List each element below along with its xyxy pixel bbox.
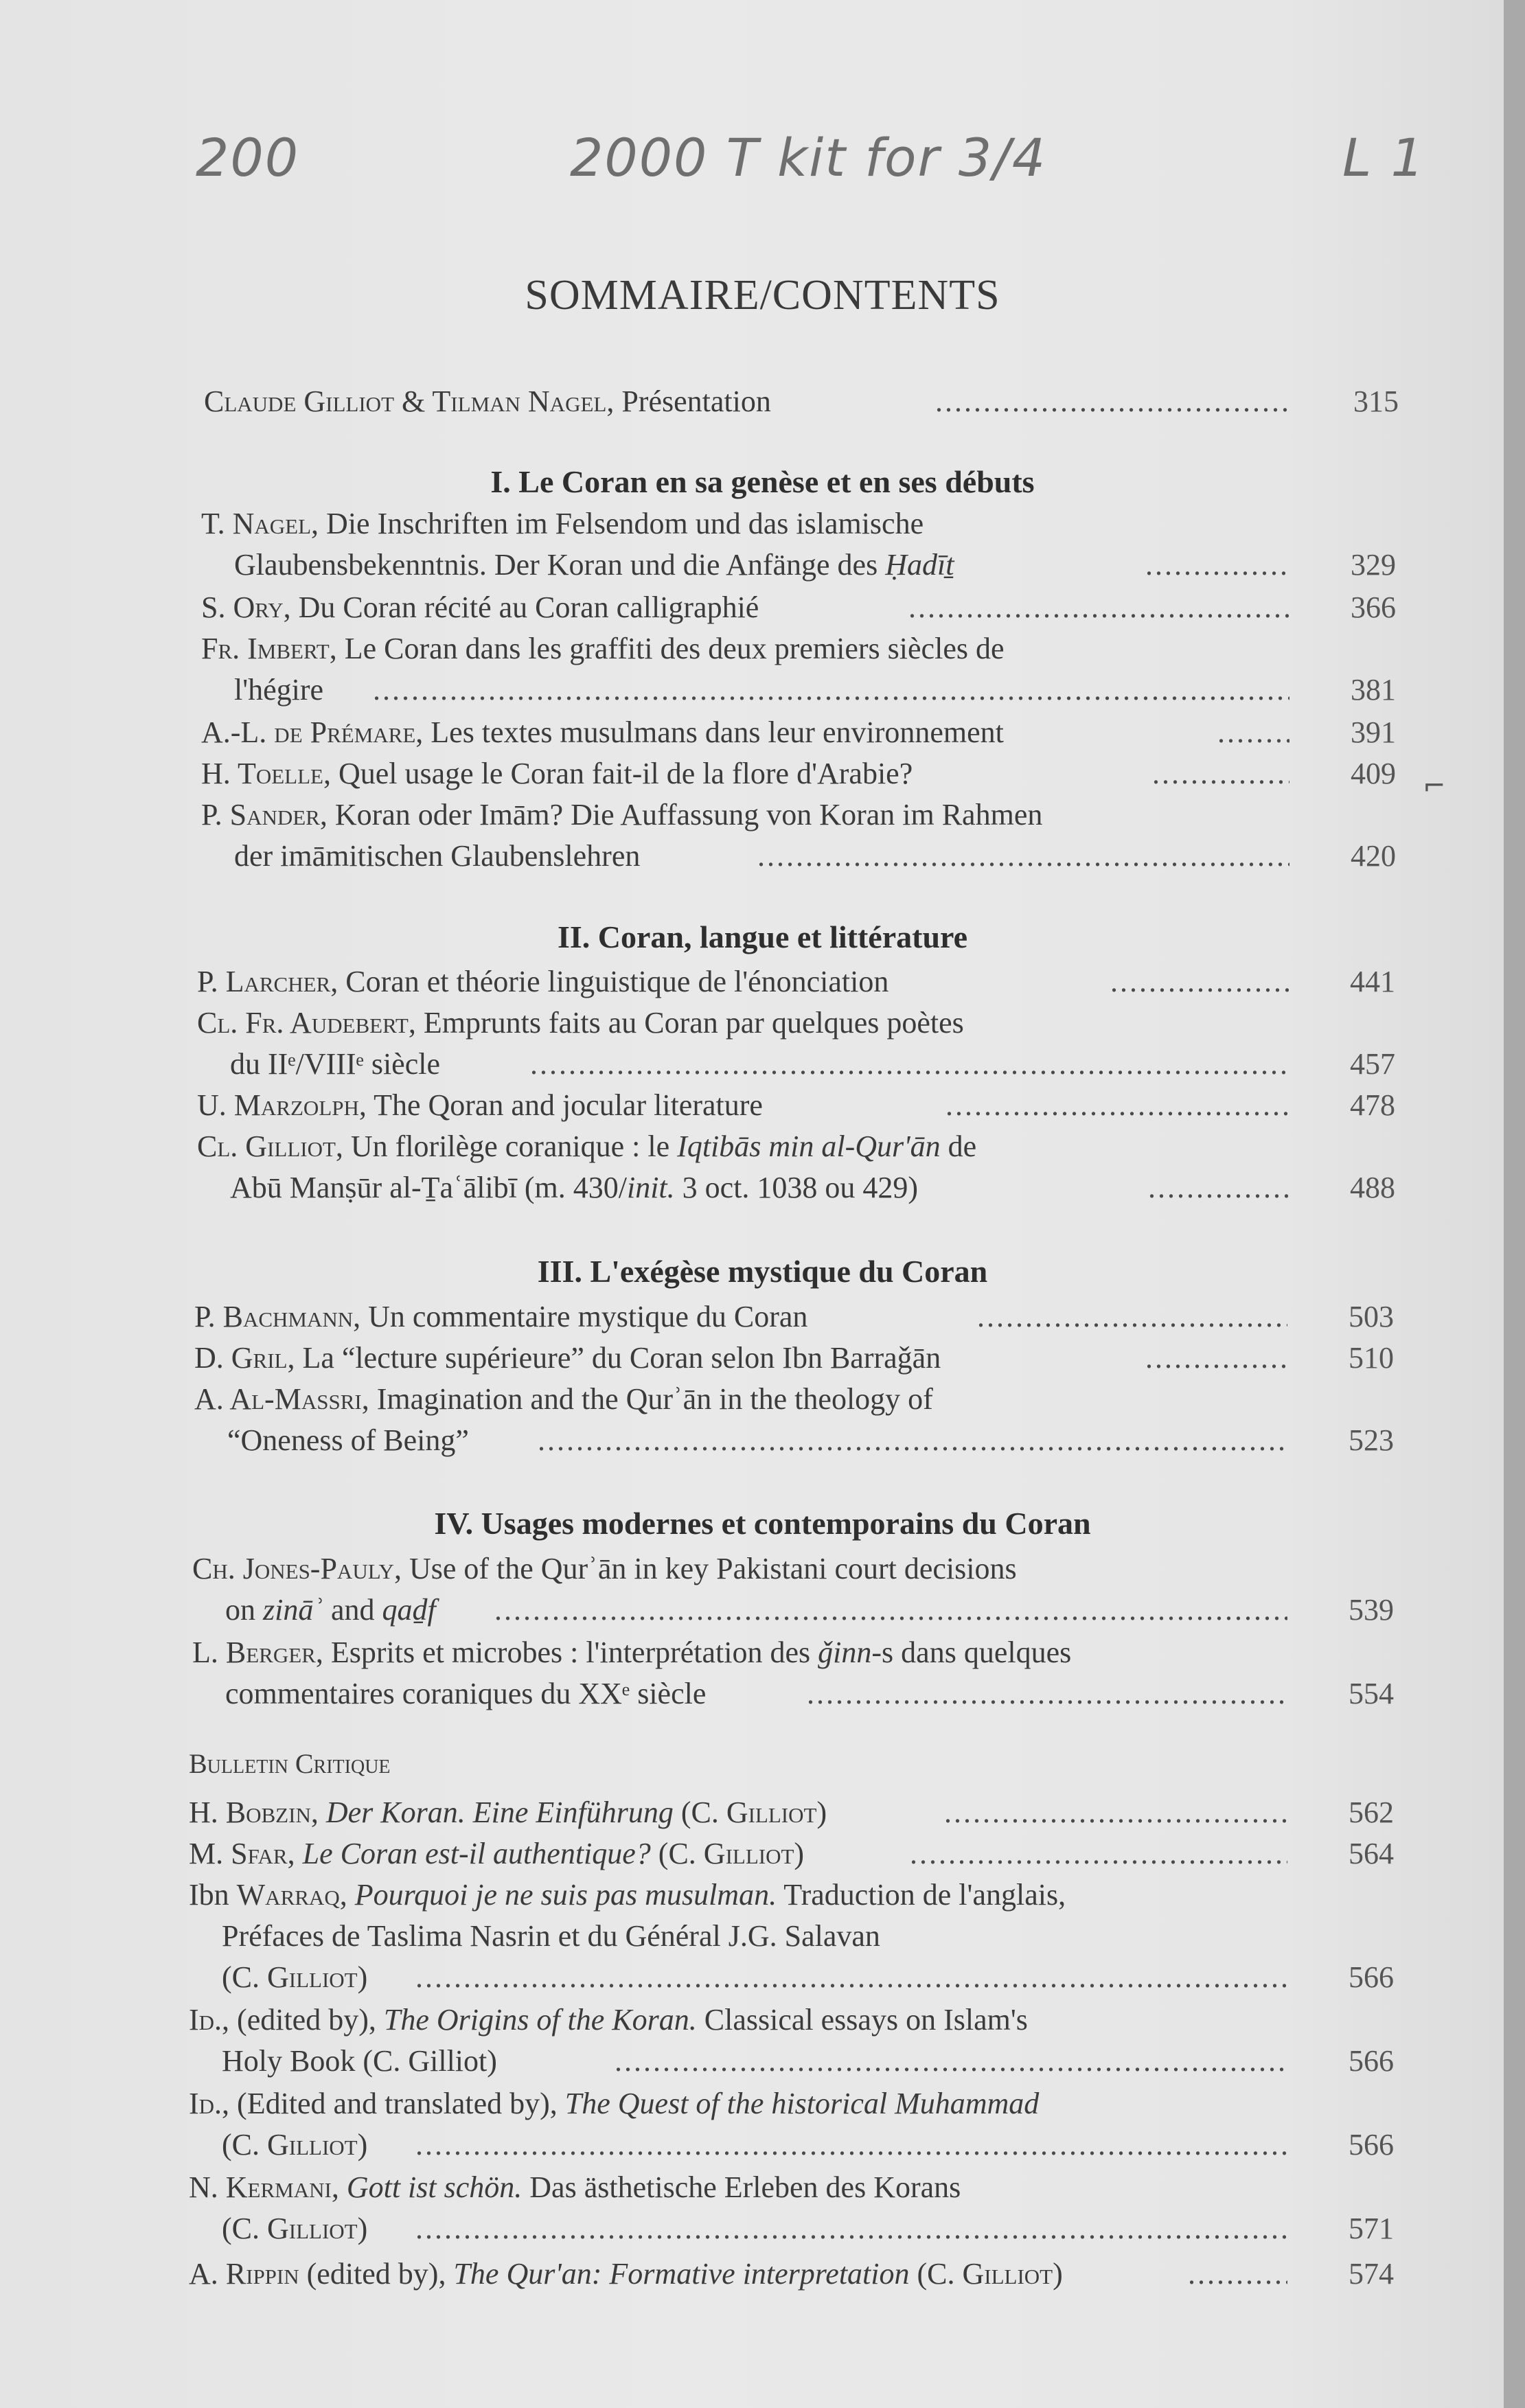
page-title: SOMMAIRE/CONTENTS bbox=[525, 272, 1000, 319]
entry-title: , Le Coran dans les graffiti des deux premiers siècles de bbox=[329, 632, 1005, 665]
entry-title: (edited by), bbox=[299, 2257, 454, 2291]
dot-leader bbox=[1145, 1338, 1287, 1379]
review-entry: Ibn Warraq, Pourquoi je ne suis pas musulman. Traduction de l'anglais, Préfaces de Taslima Nasrin et du Général J.G. Salavan (C. Gilliot) ..... 566 bbox=[189, 1874, 1394, 1998]
entry-title: , The Qoran and jocular literature bbox=[358, 1088, 763, 1122]
page-number: 329 bbox=[1351, 548, 1396, 582]
page-edge bbox=[1504, 0, 1525, 2408]
entry-title-cont: der imāmitischen Glaubenslehren bbox=[234, 839, 641, 873]
page-number: 391 bbox=[1351, 715, 1396, 749]
entry-title-italic: The Origins of the Koran. bbox=[383, 2003, 697, 2037]
entry-author: M. Sfar bbox=[189, 1837, 288, 1870]
entry-author: D. Gril bbox=[194, 1341, 288, 1375]
entry-title-cont: Abū Manṣūr al-Ṯaʿālibī (m. 430/ bbox=[230, 1171, 627, 1204]
dot-leader bbox=[1110, 961, 1289, 1002]
entry-author: A. Rippin bbox=[189, 2257, 299, 2291]
page-number: 562 bbox=[1349, 1796, 1394, 1829]
page-number: 315 bbox=[1353, 385, 1399, 418]
entry-title-italic: Le Coran est-il authentique? bbox=[302, 1837, 651, 1870]
dot-leader bbox=[910, 1833, 1287, 1874]
entry-author: A.-L. de Prémare bbox=[201, 715, 416, 749]
page-number: 523 bbox=[1349, 1423, 1394, 1457]
entry-title-cont: Holy Book (C. Gilliot) bbox=[222, 2044, 497, 2078]
entry-title-cont: commentaires coraniques du XXᵉ siècle bbox=[225, 1677, 707, 1710]
dot-leader bbox=[908, 587, 1289, 628]
entry-title-cont: “Oneness of Being” bbox=[227, 1423, 469, 1457]
dot-leader bbox=[494, 1590, 1287, 1631]
toc-entry bbox=[194, 1338, 1394, 1379]
toc-entry bbox=[197, 1126, 1395, 1208]
handwritten-note-left: 200 bbox=[196, 127, 300, 188]
entry-author: P. Sander bbox=[201, 798, 320, 832]
toc-entry bbox=[201, 712, 1396, 753]
entry-title: de bbox=[940, 1130, 977, 1163]
toc-entry bbox=[197, 961, 1395, 1002]
entry-title: , Coran et théorie linguistique de l'énonciation bbox=[330, 965, 889, 998]
dot-leader bbox=[935, 381, 1292, 422]
dot-leader bbox=[757, 836, 1289, 877]
toc-entry bbox=[201, 753, 1396, 794]
entry-title: , Les textes musulmans dans leur environnement bbox=[415, 715, 1004, 749]
entry-author: A. Al-Massri bbox=[194, 1382, 362, 1416]
toc-entry bbox=[201, 794, 1396, 877]
entry-author: U. Marzolph bbox=[197, 1088, 359, 1122]
review-entry: H. Bobzin, Der Koran. Eine Einführung (C. Gilliot) ..... 562 bbox=[189, 1792, 1394, 1833]
dot-leader bbox=[1148, 1167, 1289, 1208]
review-entry: N. Kermani, Gott ist schön. Das ästhetische Erleben des Korans (C. Gilliot) ..... 571 bbox=[189, 2167, 1394, 2249]
dot-leader bbox=[945, 1085, 1289, 1126]
entry-title-italic: The Qur'an: Formative interpretation bbox=[453, 2257, 910, 2291]
entry-reviewer: (C. Gilliot) bbox=[222, 1960, 368, 1994]
page-number: 409 bbox=[1351, 757, 1396, 790]
page-number: 539 bbox=[1349, 1593, 1394, 1627]
page-number: 381 bbox=[1351, 673, 1396, 707]
entry-reviewer: (C. Gilliot) bbox=[222, 2212, 368, 2245]
entry-title-cont: Glaubensbekenntnis. Der Koran und die Anfänge des bbox=[234, 548, 886, 582]
page-number: 488 bbox=[1350, 1171, 1395, 1204]
entry-title-cont: on bbox=[225, 1593, 263, 1627]
entry-author: P. Bachmann bbox=[194, 1300, 354, 1333]
entry-author: Warraq bbox=[236, 1878, 340, 1912]
entry-author: Id. bbox=[189, 2003, 222, 2037]
entry-author: N. Kermani bbox=[189, 2170, 332, 2204]
dot-leader bbox=[1145, 544, 1289, 586]
entry-reviewer: (C. Gilliot) bbox=[222, 2128, 368, 2162]
page-number: 566 bbox=[1349, 1960, 1394, 1994]
toc-entry bbox=[201, 503, 1396, 586]
entry-title: , Esprits et microbes : l'interprétation des bbox=[315, 1636, 818, 1669]
section-heading-2: II. Coran, langue et littérature bbox=[557, 919, 968, 954]
entry-author: T. Nagel bbox=[201, 507, 312, 540]
review-entry bbox=[189, 2083, 1394, 2166]
entry-title-italic: Ḥadīṯ bbox=[885, 548, 954, 582]
toc-entry bbox=[192, 1548, 1394, 1631]
entry-title: , Imagination and the Qurʾān in the theology of bbox=[361, 1382, 933, 1416]
entry-title: , Un commentaire mystique du Coran bbox=[353, 1300, 808, 1333]
entry-title-cont: l'hégire bbox=[234, 673, 324, 707]
dot-leader bbox=[530, 1044, 1289, 1085]
section-heading-4: IV. Usages modernes et contemporains du Coran bbox=[434, 1506, 1091, 1541]
entry-title: , Un florilège coranique : le bbox=[335, 1130, 678, 1163]
entry-title-cont: and bbox=[323, 1593, 382, 1627]
entry-reviewer: (C. Gilliot) bbox=[650, 1837, 805, 1870]
entry-reviewer: (C. Gilliot) bbox=[909, 2257, 1063, 2291]
section-heading-3: III. L'exégèse mystique du Coran bbox=[537, 1254, 988, 1289]
handwritten-note-right: L 1 bbox=[1342, 127, 1425, 188]
dot-leader bbox=[415, 2124, 1287, 2166]
entry-title: , Du Coran récité au Coran calligraphié bbox=[283, 590, 759, 624]
toc-entry bbox=[194, 1379, 1394, 1461]
dot-leader bbox=[538, 1420, 1287, 1461]
entry-title-italic: ǧinn bbox=[818, 1636, 872, 1669]
entry-title: , Présentation bbox=[606, 385, 771, 418]
page-number: 478 bbox=[1350, 1088, 1395, 1122]
page-number: 574 bbox=[1349, 2257, 1394, 2291]
toc-entry bbox=[197, 1085, 1395, 1126]
toc-entry bbox=[192, 1632, 1394, 1715]
entry-title-italic: The Quest of the historical Muhammad bbox=[564, 2087, 1040, 2120]
toc-entry bbox=[197, 1002, 1395, 1085]
page-number: 457 bbox=[1350, 1047, 1395, 1081]
dot-leader bbox=[615, 2041, 1287, 2082]
dot-leader bbox=[977, 1296, 1287, 1338]
entry-title: , Emprunts faits au Coran par quelques poètes bbox=[408, 1006, 964, 1040]
dot-leader bbox=[944, 1792, 1287, 1833]
entry-title: Classical essays on Islam's bbox=[696, 2003, 1028, 2037]
entry-author: S. Ory bbox=[201, 590, 284, 624]
bulletin-heading: Bulletin Critique bbox=[189, 1748, 391, 1779]
entry-title-italic: Gott ist schön. bbox=[346, 2170, 523, 2204]
entry-title: Traduction de l'anglais, bbox=[777, 1878, 1066, 1912]
page-number: 566 bbox=[1349, 2044, 1394, 2078]
toc-entry bbox=[201, 587, 1396, 628]
entry-author: Cl. Fr. Audebert bbox=[197, 1006, 409, 1040]
dot-leader bbox=[1217, 712, 1289, 753]
page-number: 564 bbox=[1349, 1837, 1394, 1870]
handwritten-note-center: 2000 T kit for 3/4 bbox=[570, 127, 1047, 188]
entry-title-cont: 3 oct. 1038 ou 429) bbox=[674, 1171, 919, 1204]
page-number: 503 bbox=[1349, 1300, 1394, 1333]
entry-title-italic: zināʾ bbox=[263, 1593, 323, 1627]
entry-author: Fr. Imbert bbox=[201, 632, 330, 665]
page-number: 420 bbox=[1351, 839, 1396, 873]
entry-title: , Koran oder Imām? Die Auffassung von Koran im Rahmen bbox=[319, 798, 1043, 832]
entry-title: , Quel usage le Coran fait-il de la flore d'Arabie? bbox=[323, 757, 913, 790]
page-number: 366 bbox=[1351, 590, 1396, 624]
dot-leader bbox=[373, 669, 1289, 711]
entry-author: Claude Gilliot & Tilman Nagel bbox=[204, 385, 607, 418]
toc-entry-intro bbox=[204, 381, 1399, 422]
entry-title-italic: init. bbox=[626, 1171, 675, 1204]
dot-leader bbox=[415, 1957, 1287, 1998]
toc-entry bbox=[194, 1296, 1394, 1338]
entry-title-italic: Pourquoi je ne suis pas musulman. bbox=[354, 1878, 777, 1912]
entry-title-italic: Der Koran. Eine Einführung bbox=[325, 1796, 674, 1829]
entry-reviewer: (C. Gilliot) bbox=[673, 1796, 827, 1829]
entry-author: H. Bobzin bbox=[189, 1796, 311, 1829]
section-heading-1: I. Le Coran en sa genèse et en ses débuts bbox=[490, 464, 1035, 499]
page-number: 571 bbox=[1349, 2212, 1394, 2245]
entry-author: Ch. Jones-Pauly bbox=[192, 1552, 394, 1585]
dot-leader bbox=[1152, 753, 1289, 794]
entry-title: , (edited by), bbox=[222, 2003, 384, 2037]
entry-title-italic: Iqtibās min al-Qur'ān bbox=[677, 1130, 941, 1163]
entry-author: L. Berger bbox=[192, 1636, 316, 1669]
page-number: 566 bbox=[1349, 2128, 1394, 2162]
entry-title-italic: qaḏf bbox=[382, 1593, 436, 1627]
entry-title: Das ästhetische Erleben des Korans bbox=[522, 2170, 961, 2204]
dot-leader bbox=[807, 1673, 1287, 1715]
entry-title: , Use of the Qurʾān in key Pakistani court decisions bbox=[393, 1552, 1017, 1585]
review-entry bbox=[189, 2254, 1394, 2295]
review-entry bbox=[189, 1999, 1394, 2082]
page-number: 441 bbox=[1350, 965, 1395, 998]
entry-title-cont: du IIᵉ/VIIIᵉ siècle bbox=[230, 1047, 440, 1081]
entry-author: Id. bbox=[189, 2087, 222, 2120]
entry-author: H. Toelle bbox=[201, 757, 323, 790]
review-entry: M. Sfar, Le Coran est-il authentique? (C. Gilliot) ..... 564 bbox=[189, 1833, 1394, 1874]
entry-title-cont: Préfaces de Taslima Nasrin et du Général J.G. Salavan bbox=[222, 1919, 880, 1953]
entry-title: -s dans quelques bbox=[871, 1636, 1072, 1669]
entry-author: Cl. Gilliot bbox=[197, 1130, 336, 1163]
dot-leader bbox=[415, 2208, 1287, 2249]
entry-author: Ibn bbox=[189, 1878, 237, 1912]
toc-entry bbox=[201, 628, 1396, 711]
entry-title: , La “lecture supérieure” du Coran selon Ibn Barraǧān bbox=[287, 1341, 941, 1375]
entry-title: , Die Inschriften im Felsendom und das islamische bbox=[311, 507, 924, 540]
entry-title: , (Edited and translated by), bbox=[222, 2087, 565, 2120]
dot-leader bbox=[1188, 2254, 1287, 2295]
entry-author: P. Larcher bbox=[197, 965, 331, 998]
page-number: 510 bbox=[1349, 1341, 1394, 1375]
page-number: 554 bbox=[1349, 1677, 1394, 1710]
margin-mark: ⌐ bbox=[1423, 770, 1446, 802]
